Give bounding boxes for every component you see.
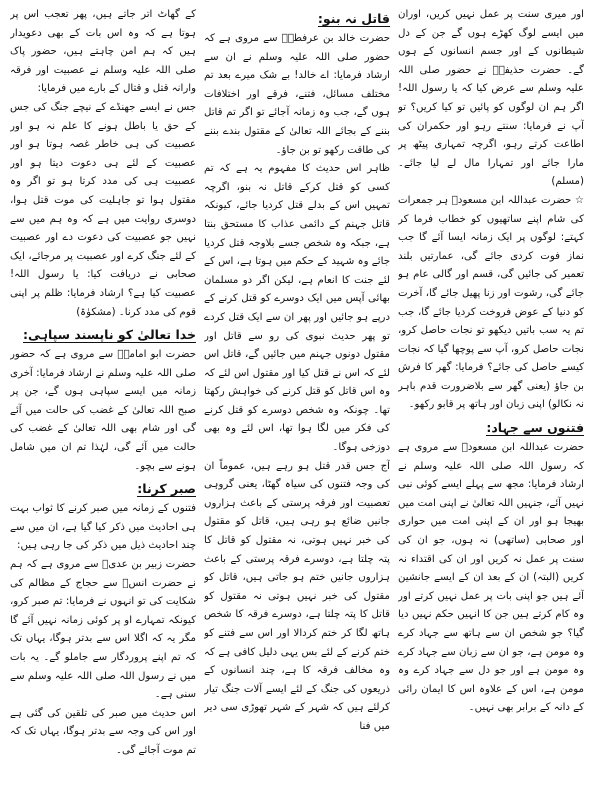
column-middle (204, 6, 390, 807)
paragraph: اور میری سنت پر عمل نہیں کریں، اوران میں ایسے لوگ کھڑے ہوں گے جن کے دل شیطانوں کے اور جسم انسانوں کے ہوں گے۔ حضرت حذیفہؓ نے حضور صلی اللہ علیہ وسلم سے عرض کیا کہ یا رسول اللہ! اگر ہم ان لوگوں کو پائیں تو کیا کریں؟ تو آپ نے فرمایا: سنتے رہو اور حکمران کی اطاعت کرتے رہو، اگرچہ تمہاری پیٹھ پر مارا جائے اور تمہارا مال لے لیا جائے۔ (مسلم) (398, 9, 584, 188)
paragraph: فتنوں کے زمانہ میں صبر کرنے کا ثواب بہت ہی احادیث میں ذکر کیا گیا ہے، ان میں سے چند احادیث ذیل میں ذکر کی جا رہی ہیں: (10, 503, 196, 552)
section-heading (398, 418, 584, 437)
text-columns (6, 6, 584, 807)
section-heading-text: صبر کرنا: (137, 481, 196, 497)
section-heading-text: قاتل نہ بنو: (317, 11, 390, 26)
section-heading (10, 325, 196, 344)
paragraph: ☆ حضرت عبداللہ ابن مسعودؓ ہر جمعرات کی شام اپنے ساتھیوں کو خطاب فرما کر کہتے: لوگوں پر ایک زمانہ ایسا آئے گا جب نماز فوت کردی جائے گی، عمارتیں بلند تعمیر کی جائیں گی، قسم اور گالی عام ہو جائے گی، رشوت اور زنا پھیل جائے گا، آخرت کو دنیا کے عوض فروخت کردیا جائے گا، جب تم یہ سب باتیں دیکھو تو نجات حاصل کرو، نجات حاصل کرو، آپ سے پوچھا گیا کہ نجات کیسے حاصل کی جائے؟ فرمایا: گھر کا فرش بن جاؤ (یعنی گھر سے بلاضرورت قدم باہر نہ نکالو) اپنی زبان اور ہاتھ پر قابو رکھو۔ (398, 194, 584, 411)
section-heading (10, 479, 196, 498)
paragraph: حضرت عبداللہ ابن مسعودؓ سے مروی ہے کہ رسول اللہ صلی اللہ علیہ وسلم نے ارشاد فرمایا: مجھ سے پہلے ایسے کوئی نبی نہیں آئے، جنہیں اللہ تعالیٰ نے اپنی امت میں بھیجا ہو اور ان کے اپنی امت میں حواری اور صحابی (ساتھی) نہ ہوں، جو ان کی سنت پر عمل نہ کریں اور ان کی اقتداء نہ کریں (البتہ) ان کے بعد ان کے ایسے جانشین آئے ہیں جو اپنی بات پر عمل نہیں کرتے اور وہ کام کرتے ہیں جن کا انہیں حکم نہیں دیا گیا؟ جو شخص ان سے ہاتھ سے جہاد کرے وہ مومن ہے، جو ان سے زبان سے جہاد کرے وہ مومن ہے اور جو دل سے جہاد کرے وہ مومن ہے، اس کے علاوہ اس کا ایمان رائی کے دانہ کے برابر بھی نہیں۔ (398, 442, 584, 714)
paragraph: حضرت زبیر بن عدیؓ سے مروی ہے کہ ہم نے حضرت انسؓ سے حجاج کے مظالم کی شکایت کی تو انہوں نے فرمایا: تم صبر کرو، کیونکہ تمہارے او پر کوئی زمانہ نہیں آئے گا مگر یہ کہ اگلا اس سے بدتر ہوگا، یہاں تک کہ تم اپنے پروردگار سے جاملو گے۔ یہ بات میں نے رسول اللہ صلی اللہ علیہ وسلم سے سنی ہے۔ (10, 559, 196, 701)
section-heading-text: فتنوں سے جہاد: (486, 420, 584, 436)
column-right (398, 6, 584, 807)
paragraph: حضرت ابو امامہؓ سے مروی ہے کہ حضور صلی اللہ علیہ وسلم نے ارشاد فرمایا: آخری زمانہ میں ایسے سپاہی ہوں گے، جن پر صبح اللہ تعالیٰ کے غضب کی حالت میں آئے گی اور شام بھی اللہ تعالیٰ کے غضب کی حالت میں آئے گی، لہٰذا تم ان میں شامل ہونے سے بچو۔ (10, 349, 196, 472)
paragraph: اس حدیث میں صبر کی تلقین کی گئی ہے اور اس کی وجہ سے بدتر ہوگا، یہاں تک کہ تم موت آجائے گی۔ (10, 707, 196, 756)
paragraph: آج جس قدر قتل ہو رہے ہیں، عموماً ان کی وجہ فتنوں کی سیاہ گھٹا، یعنی گروہی تعصبیت اور فرقہ پرستی کے باعث ہزاروں جانیں ضائع ہو رہی ہیں، قاتل کو مقتول کی خبر نہیں ہوتی، نہ مقتول کو قاتل کا پتہ چلتا ہے، دوسرے فرقہ پرستی کے باعث ہزاروں جانیں ختم ہو جاتی ہیں، قاتل کو مقتول کی خبر نہیں ہوتی نہ مقتول کو قاتل کا پتہ چلتا ہے، دوسرے فرقہ کا شخص ہاتھ لگا کر ختم کردالا اور اس سے فتنے کو ختم کرنے کے لئے بس یہی دلیل کافی ہے کہ وہ مخالف فرقہ کا ہے، چند انسانوں کے ذریعوں کی جنگ کے لئے ایسے آلات جنگ تیار کرلئے ہیں کہ شہر کے شہر تھوڑی سی دیر میں فنا (204, 460, 390, 732)
paragraph: کے گھاٹ اتر جاتے ہیں، پھر تعجب اس پر ہوتا ہے کہ وہ اس بات کے بھی دعویدار ہیں کہ ہم امن چاہتے ہیں، حضور پاک صلی اللہ علیہ وسلم نے عصبیت اور فرقہ وارانہ قتل و قتال کے بارے میں فرمایا: (10, 9, 196, 95)
paragraph: حضرت خالد بن عرفطہؓ سے مروی ہے کہ حضور صلی اللہ علیہ وسلم نے ان سے ارشاد فرمایا: اے خالد! بے شک میرے بعد تم مختلف مسائل، فتنے، فرقے اور اختلافات ہوں گے، جب وہ زمانہ آجائے تو اگر تم قاتل بننے کے بجائے اللہ تعالیٰ کے مقتول بندے بننے کی طاقت رکھو تو بن جاؤ۔ (204, 33, 390, 156)
paragraph: جس نے ایسے جھنڈے کے نیچے جنگ کی جس کے حق یا باطل ہونے کا علم نہ ہو اور عصبیت کی ہی خاطر غصہ ہوتا ہو اور عصبیت کے لئے ہی دعوت دیتا ہو اور عصبیت ہی کی مدد کرتا ہو تو اگر وہ مقتول ہوا تو جاہلیت کی موت قتل ہوا، دوسری روایت میں ہے کہ وہ ہم میں سے نہیں جو عصبیت کی دعوت دے اور عصبیت کے لئے جنگ کرے اور عصبیت پر مرجائے، ایک صحابی نے دریافت کیا: یا رسول اللہ! عصبیت کیا ہے؟ ارشاد فرمایا: ظلم پر اپنی قوم کی مدد کرنا۔ (مشکوٰۃ) (10, 101, 196, 318)
column-left (10, 6, 196, 807)
section-heading (204, 9, 390, 28)
section-heading-text: خدا تعالیٰ کو ناپسند سپاہی: (23, 327, 196, 343)
paragraph: ظاہر اس حدیث کا مفہوم یہ ہے کہ تم کسی کو قتل کرکے قاتل نہ بنو، اگرچہ تمہیں اس کے بدلے قتل کردیا جائے، کیونکہ قاتل جہنم کے دائمی عذاب کا مستحق بنتا ہے، جبکہ وہ شخص جسے بلاوجہ قتل کردیا جائے وہ شہید کے حکم میں ہوتا ہے، اس کے لئے جنت کا انعام ہے، لیکن اگر دو مسلمان بھائی آپس میں ایک دوسرے کو قتل کرنے کے درپے ہو جائیں اور پھر ان سے ایک قتل کردے تو پھر حدیث نبوی کی رو سے قاتل اور مقتول دونوں جہنم میں جائیں گے، قاتل اس لئے کہ اس نے قتل کیا اور مقتول اس لئے کہ وہ اس قاتل کو قتل کرنے کی خواہش رکھتا تھا۔ چونکہ وہ شخص دوسرے کو قتل کرنے کی فکر میں لگا ہوا تھا، اس لئے وہ بھی دوزخی ہوگا۔ (204, 163, 390, 454)
